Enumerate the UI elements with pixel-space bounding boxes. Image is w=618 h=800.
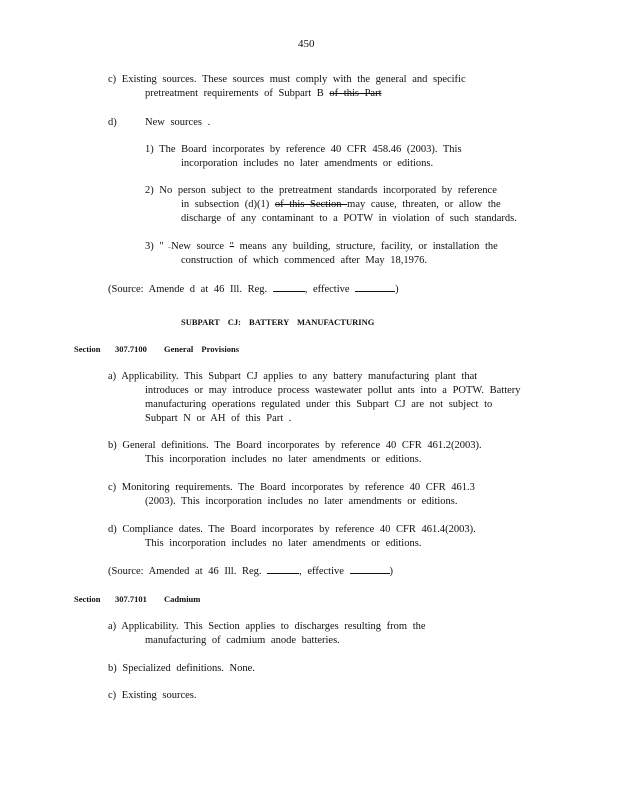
item3-text-d: means any building, structure, facility, or installation the (233, 241, 498, 252)
section-title: General Provisions (164, 344, 240, 354)
item3-text-c: New source (171, 241, 230, 252)
page-number: 450 (298, 38, 315, 50)
deleted-text: of this Part (329, 88, 382, 99)
new-sources-item1-line1: 1) The Board incorporates by reference 40 CFR 458.46 (2003). This (145, 144, 462, 155)
source-note-mid: , effective (299, 566, 344, 577)
applicability-line1: a) Applicability. This Subpart CJ applies to any battery manufacturing plant that (108, 371, 478, 382)
compliance-line2: This incorporation includes no later amendments or editions. (145, 538, 422, 549)
deleted-text: of this Section (274, 199, 348, 210)
cadmium-existing-sources: c) Existing sources. (108, 690, 197, 701)
register-blank (267, 564, 299, 574)
new-sources-item1-line2: incorporation includes no later amendments or editions. (181, 158, 434, 169)
existing-sources-line2 (145, 87, 382, 100)
section-number: 307.7100 (115, 344, 147, 354)
section-label: Section (74, 594, 101, 604)
new-sources-item2-line1: 2) No person subject to the pretreatment standards incorporated by reference (145, 185, 497, 196)
section-label: Section (74, 344, 101, 354)
applicability-line4: Subpart N or AH of this Part . (145, 413, 292, 424)
effective-date-blank (350, 564, 390, 574)
monitoring-line2: (2003). This incorporation includes no later amendments or editions. (145, 496, 458, 507)
source-note-prefix: (Source: Amende d at 46 Ill. Reg. (108, 284, 268, 295)
source-note-suffix: ) (389, 566, 394, 577)
cadmium-specialized-definitions: b) Specialized definitions. None. (108, 663, 255, 674)
new-sources-label: d) (108, 117, 117, 128)
deleted-text: " (229, 241, 234, 252)
new-sources-item3-line2: construction of which commenced after May 18,1976. (181, 255, 428, 266)
new-sources-item2-line2 (181, 198, 501, 211)
new-sources-item2-line3: discharge of any contaminant to a POTW in violation of such standards. (181, 213, 517, 224)
source-note-prefix: (Source: Amended at 46 Ill. Reg. (108, 566, 262, 577)
register-blank (273, 282, 305, 292)
cadmium-applicability-line2: manufacturing of cadmium anode batteries. (145, 635, 340, 646)
source-note (108, 564, 393, 578)
item2-line2-text-b: may cause, threaten, or allow the (347, 199, 501, 210)
cadmium-applicability-line1: a) Applicability. This Section applies to discharges resulting from the (108, 621, 426, 632)
existing-sources-line1: c) Existing sources. These sources must comply with the general and specific (108, 74, 466, 85)
new-sources-item3-line1 (145, 240, 498, 253)
monitoring-line1: c) Monitoring requirements. The Board incorporates by reference 40 CFR 461.3 (108, 482, 475, 493)
general-definitions-line2: This incorporation includes no later amendments or editions. (145, 454, 422, 465)
item3-text-a: 3) " (145, 241, 164, 252)
source-note (108, 282, 399, 296)
existing-sources-line2-text: pretreatment requirements of Subpart B (145, 88, 330, 99)
item3-text-b: _ (163, 243, 172, 249)
section-number: 307.7101 (115, 594, 147, 604)
applicability-line3: manufacturing operations regulated under this Subpart CJ are not subject to (145, 399, 493, 410)
applicability-line2: introduces or may introduce process wastewater pollut ants into a POTW. Battery (145, 385, 521, 396)
item2-line2-text-a: in subsection (d)(1) (181, 199, 275, 210)
section-title: Cadmium (164, 594, 201, 604)
effective-date-blank (355, 282, 395, 292)
new-sources-title: New sources . (145, 117, 211, 128)
source-note-suffix: ) (395, 284, 399, 295)
subpart-heading: SUBPART CJ: BATTERY MANUFACTURING (181, 317, 375, 327)
source-note-mid: , effective (304, 284, 350, 295)
general-definitions-line1: b) General definitions. The Board incorporates by reference 40 CFR 461.2(2003). (108, 440, 482, 451)
compliance-line1: d) Compliance dates. The Board incorporates by reference 40 CFR 461.4(2003). (108, 524, 476, 535)
